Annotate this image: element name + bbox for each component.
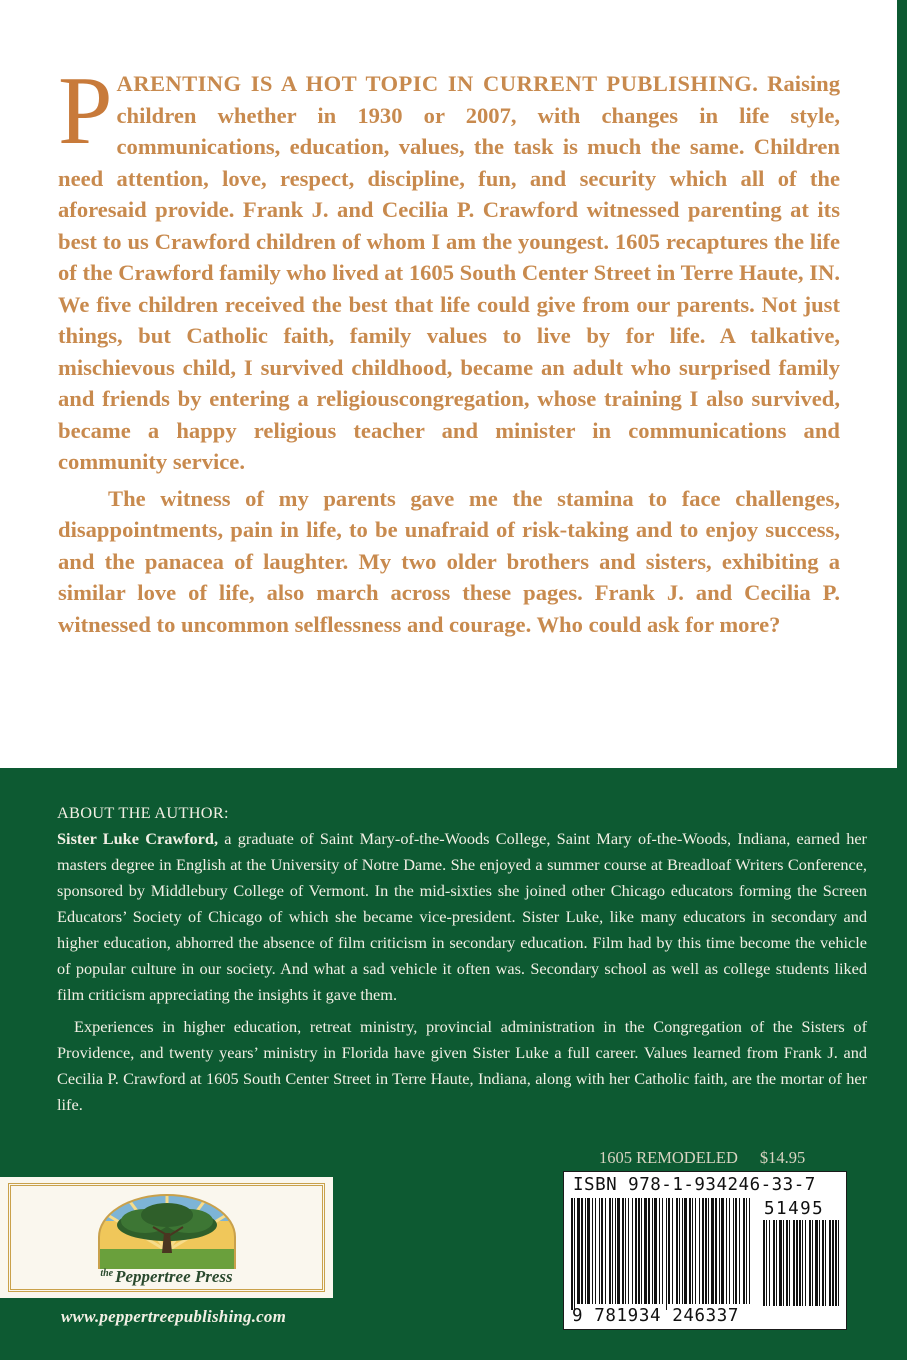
book-blurb (58, 57, 840, 640)
addon-bar (812, 1220, 813, 1306)
barcode-bar (739, 1198, 740, 1304)
addon-bar (766, 1220, 767, 1306)
barcode-bar (708, 1198, 709, 1304)
addon-bar (779, 1220, 782, 1306)
addon-bar (815, 1220, 818, 1306)
barcode-bar (612, 1198, 613, 1304)
addon-bar (838, 1220, 839, 1306)
blurb-paragraph-1-text: Raising children whether in 1930 or 2007, with changes in life style, communications, education, values, the task is much the same. Children need attention, love, respect, discipline, fun, and security which all of the aforesaid provide. Frank J. and Cecilia P. Crawford witnessed parenting at its best to us Crawford children of whom I am the youngest. 1605 recaptures the life of the Crawford family who lived at 1605 South Center Street in Terre Haute, IN. We five children received the best that life could give from our parents. Not just things, but Catholic faith, family values to live by for life. A talkative, mischievous child, I survived childhood, became an adult who surprised family and friends by entering a religiouscongregation, whose training I also survived, became a happy religious teacher and minister in communications and community service. (58, 71, 840, 474)
addon-bar (793, 1220, 795, 1306)
isbn-barcode (563, 1171, 847, 1330)
addon-bar (786, 1220, 788, 1306)
barcode-bar (574, 1198, 575, 1310)
addon-bar (819, 1220, 820, 1306)
blurb-lead: ARENTING IS A HOT TOPIC IN CURRENT PUBLISHING. (116, 71, 759, 96)
addon-bar (776, 1220, 777, 1306)
about-paragraph-1 (57, 826, 867, 1008)
addon-bar (773, 1220, 775, 1306)
barcode-bar (705, 1198, 707, 1304)
addon-bar (763, 1220, 765, 1306)
addon-bar (789, 1220, 790, 1306)
barcode-bar (699, 1198, 700, 1304)
barcode-bar (622, 1198, 624, 1304)
barcode-bars (571, 1198, 843, 1310)
barcode-bar (605, 1198, 606, 1304)
book-title: 1605 REMODELED (599, 1148, 738, 1167)
addon-bar (825, 1220, 826, 1306)
barcode-bar (609, 1198, 611, 1304)
green-edge-strip (897, 0, 907, 768)
addon-bar (832, 1220, 834, 1306)
barcode-bar (676, 1198, 678, 1304)
barcode-bar (746, 1198, 747, 1304)
barcode-bar (652, 1198, 653, 1304)
barcode-bar (641, 1198, 642, 1304)
drop-cap: P (58, 57, 113, 165)
tree-icon (95, 1191, 239, 1269)
barcode-bar (719, 1198, 720, 1304)
barcode-bar (711, 1198, 714, 1304)
barcode-bar (695, 1198, 696, 1304)
about-the-author (57, 800, 867, 1118)
barcode-bar (743, 1198, 745, 1304)
barcode-bar (644, 1198, 647, 1304)
barcode-bar (679, 1198, 680, 1304)
blurb-paragraph-2: The witness of my parents gave me the stamina to face challenges, disappointments, pain in life, to be unafraid of risk-taking and to enjoy success, and the panacea of laughter. My two older brothers and sisters, exhibiting a similar love of life, also march across these pages. Frank J. and Cecilia P. witnessed to uncommon selflessness and courage. Who could ask for more? (58, 485, 840, 637)
title-price-line (599, 1148, 849, 1168)
barcode-bar (638, 1198, 640, 1304)
barcode-bar (659, 1198, 660, 1304)
barcode-bar (682, 1198, 683, 1304)
barcode-bar (702, 1198, 704, 1304)
barcode-bar (715, 1198, 717, 1304)
barcode-bar (648, 1198, 650, 1304)
barcode-bar (689, 1198, 691, 1304)
publisher-logo (0, 1177, 333, 1298)
barcode-bar (721, 1198, 724, 1304)
barcode-bar (749, 1198, 750, 1304)
addon-bar (802, 1220, 803, 1306)
publisher-name: $^{the}$ Peppertree Press (100, 1267, 233, 1286)
addon-bar (799, 1220, 801, 1306)
barcode-bar (599, 1198, 600, 1304)
barcode-bar (692, 1198, 693, 1304)
blurb-paragraph-1 (58, 57, 840, 478)
addon-bar (783, 1220, 784, 1306)
barcode-bar (733, 1198, 734, 1304)
barcode-bar (615, 1198, 616, 1304)
barcode-bar (666, 1198, 667, 1310)
addon-bar (822, 1220, 824, 1306)
price-addon-code: 51495 (764, 1199, 825, 1219)
barcode-bar (668, 1198, 670, 1304)
about-heading: ABOUT THE AUTHOR: (57, 803, 229, 822)
about-paragraph-1-text: a graduate of Saint Mary-of-the-Woods College, Saint Mary of-the-Woods, Indiana, earned her masters degree in English at the University of Notre Dame. She enjoyed a summer course at Breadloaf Writers Conference, sponsored by Middlebury College of Vermont. In the mid-sixties she joined other Chicago educators forming the Screen Educators’ Society of Chicago of which she became vice-president. Sister Luke, like many educators in secondary and higher education, abhorred the absence of film criticism in secondary education. Film had by this time become the vehicle of popular culture in our society. And what a sad vehicle it often was. Secondary school as well as college students liked film criticism appreciating the insights it gave them. (57, 829, 867, 1004)
isbn-number: ISBN 978-1-934246-33-7 (573, 1175, 816, 1195)
addon-bar (796, 1220, 798, 1306)
barcode-bar (729, 1198, 730, 1304)
barcode-bar (726, 1198, 727, 1304)
barcode-bar (595, 1198, 596, 1304)
addon-bar (769, 1220, 770, 1306)
barcode-bar (684, 1198, 687, 1304)
barcode-bar (632, 1198, 633, 1304)
barcode-bar (654, 1198, 657, 1304)
addon-bar (809, 1220, 811, 1306)
barcode-bar (635, 1198, 637, 1304)
barcode-bar (577, 1198, 580, 1304)
ean-number: 9 781934 246337 (572, 1306, 740, 1326)
barcode-bar (571, 1198, 573, 1310)
addon-bar (829, 1220, 831, 1306)
book-price: $14.95 (759, 1148, 806, 1167)
barcode-bar (601, 1198, 603, 1304)
barcode-bar (587, 1198, 590, 1304)
barcode-bar (592, 1198, 593, 1304)
barcode-bar (628, 1198, 629, 1304)
barcode-bar (672, 1198, 673, 1304)
publisher-website: www.peppertreepublishing.com (61, 1307, 287, 1326)
barcode-bar (625, 1198, 626, 1304)
barcode-bar (735, 1198, 737, 1304)
addon-bar (835, 1220, 837, 1306)
barcode-bar (617, 1198, 620, 1304)
addon-bar (805, 1220, 806, 1306)
barcode-bar (581, 1198, 583, 1304)
author-name: Sister Luke Crawford, (57, 829, 219, 848)
about-paragraph-2: Experiences in higher education, retreat ministry, provincial administration in the Congregation of the Sisters of Providence, and twenty years’ ministry in Florida have given Sister Luke a full career. Values learned from Frank J. and Cecilia P. Crawford at 1605 South Center Street in Terre Haute, Indiana, along with her Catholic faith, are the mortar of her life. (57, 1017, 867, 1114)
barcode-bar (585, 1198, 586, 1304)
barcode-bar (662, 1198, 663, 1304)
